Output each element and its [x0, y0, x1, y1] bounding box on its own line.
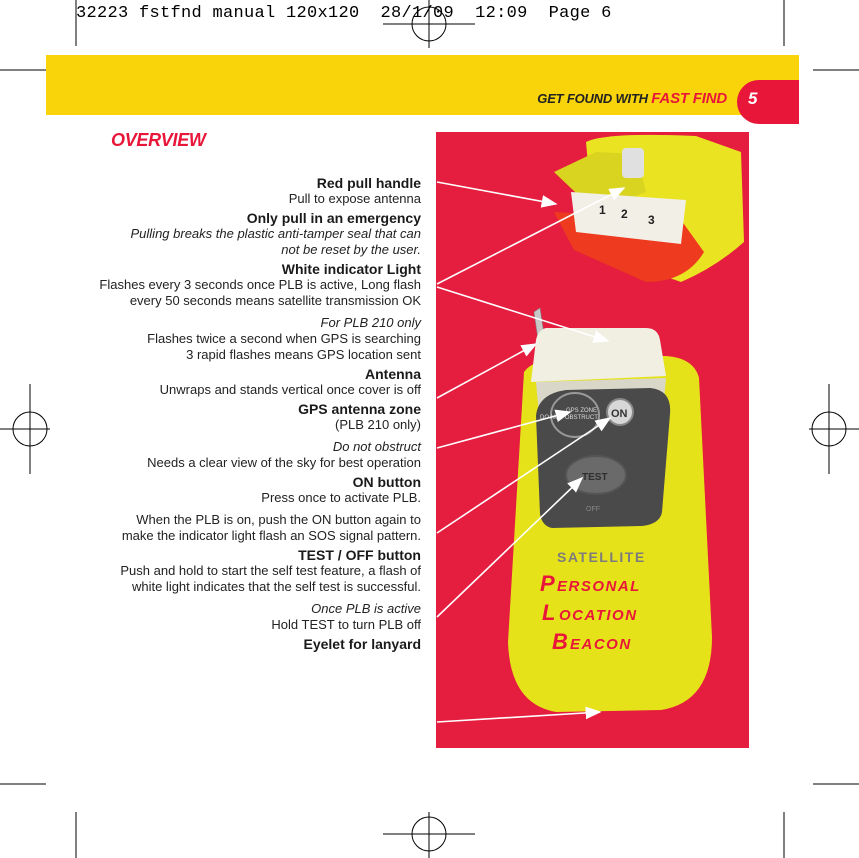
feature-title: Antenna — [365, 366, 421, 382]
feature-description: Do not obstruct — [332, 439, 421, 454]
feature-title: Eyelet for lanyard — [303, 636, 421, 652]
page-number: 5 — [748, 89, 758, 108]
brand-name: FAST FIND — [651, 90, 727, 107]
page-number-tab — [737, 80, 799, 124]
registration-mark-bottom — [383, 812, 475, 858]
gps-zone-label: GPS ZONE — [566, 408, 598, 414]
feature-title: White indicator Light — [281, 261, 421, 277]
product-photo — [436, 132, 749, 748]
feature-description: Pulling breaks the plastic anti-tamper seal that can — [130, 226, 421, 241]
p-initial: P — [540, 571, 555, 596]
seal-number-1: 1 — [599, 203, 606, 217]
feature-description: white light indicates that the self test is successful. — [131, 579, 421, 594]
feature-description: Needs a clear view of the sky for best operation — [147, 455, 421, 470]
l-initial: L — [542, 600, 556, 625]
beacon-body — [508, 328, 712, 712]
print-slug: 32223 fstfnd manual 120x120 28/1/09 12:09 Page 6 — [76, 4, 612, 23]
seal-number-3: 3 — [648, 213, 655, 227]
registration-mark-right — [809, 384, 859, 474]
header-tagline: GET FOUND WITH FAST FIND — [537, 90, 727, 107]
seal-number-2: 2 — [621, 207, 628, 221]
section-heading: OVERVIEW — [111, 130, 206, 150]
feature-description: Flashes twice a second when GPS is searching — [147, 331, 421, 346]
feature-title: TEST / OFF button — [298, 547, 421, 563]
feature-description: not be reset by the user. — [281, 242, 421, 257]
feature-description: Once PLB is active — [311, 601, 421, 616]
feature-description: 3 rapid flashes means GPS location sent — [186, 347, 421, 362]
test-button-label: TEST — [582, 472, 608, 483]
personal-text: ERSONAL — [557, 578, 641, 595]
off-label: OFF — [586, 506, 600, 513]
feature-description: For PLB 210 only — [320, 315, 421, 330]
registration-mark-left — [0, 384, 50, 474]
satellite-text: SATELLITE — [557, 549, 646, 565]
feature-description: (PLB 210 only) — [335, 417, 421, 432]
feature-title: Only pull in an emergency — [246, 210, 421, 226]
feature-list — [81, 172, 421, 652]
feature-description: Pull to expose antenna — [288, 191, 421, 206]
feature-title: Red pull handle — [316, 175, 421, 191]
feature-description: Unwraps and stands vertical once cover is off — [159, 382, 421, 397]
gps-obstruct-label: DO NOT OBSTRUCT — [540, 415, 598, 421]
feature-description: every 50 seconds means satellite transmission OK — [129, 293, 421, 308]
feature-description: make the indicator light flash an SOS signal pattern. — [121, 528, 421, 543]
feature-description: Flashes every 3 seconds once PLB is active, Long flash — [99, 277, 421, 292]
beacon-text: EACON — [570, 636, 632, 653]
feature-title: GPS antenna zone — [298, 401, 421, 417]
feature-description: Press once to activate PLB. — [261, 490, 421, 505]
b-initial: B — [552, 629, 568, 654]
feature-description: Hold TEST to turn PLB off — [271, 617, 421, 632]
feature-description: When the PLB is on, push the ON button again to — [136, 512, 421, 527]
location-text: OCATION — [559, 607, 638, 624]
feature-title: ON button — [352, 474, 421, 490]
feature-description: Push and hold to start the self test feature, a flash of — [120, 563, 421, 578]
registration-mark-top — [383, 0, 475, 48]
on-button-label: ON — [611, 408, 628, 420]
